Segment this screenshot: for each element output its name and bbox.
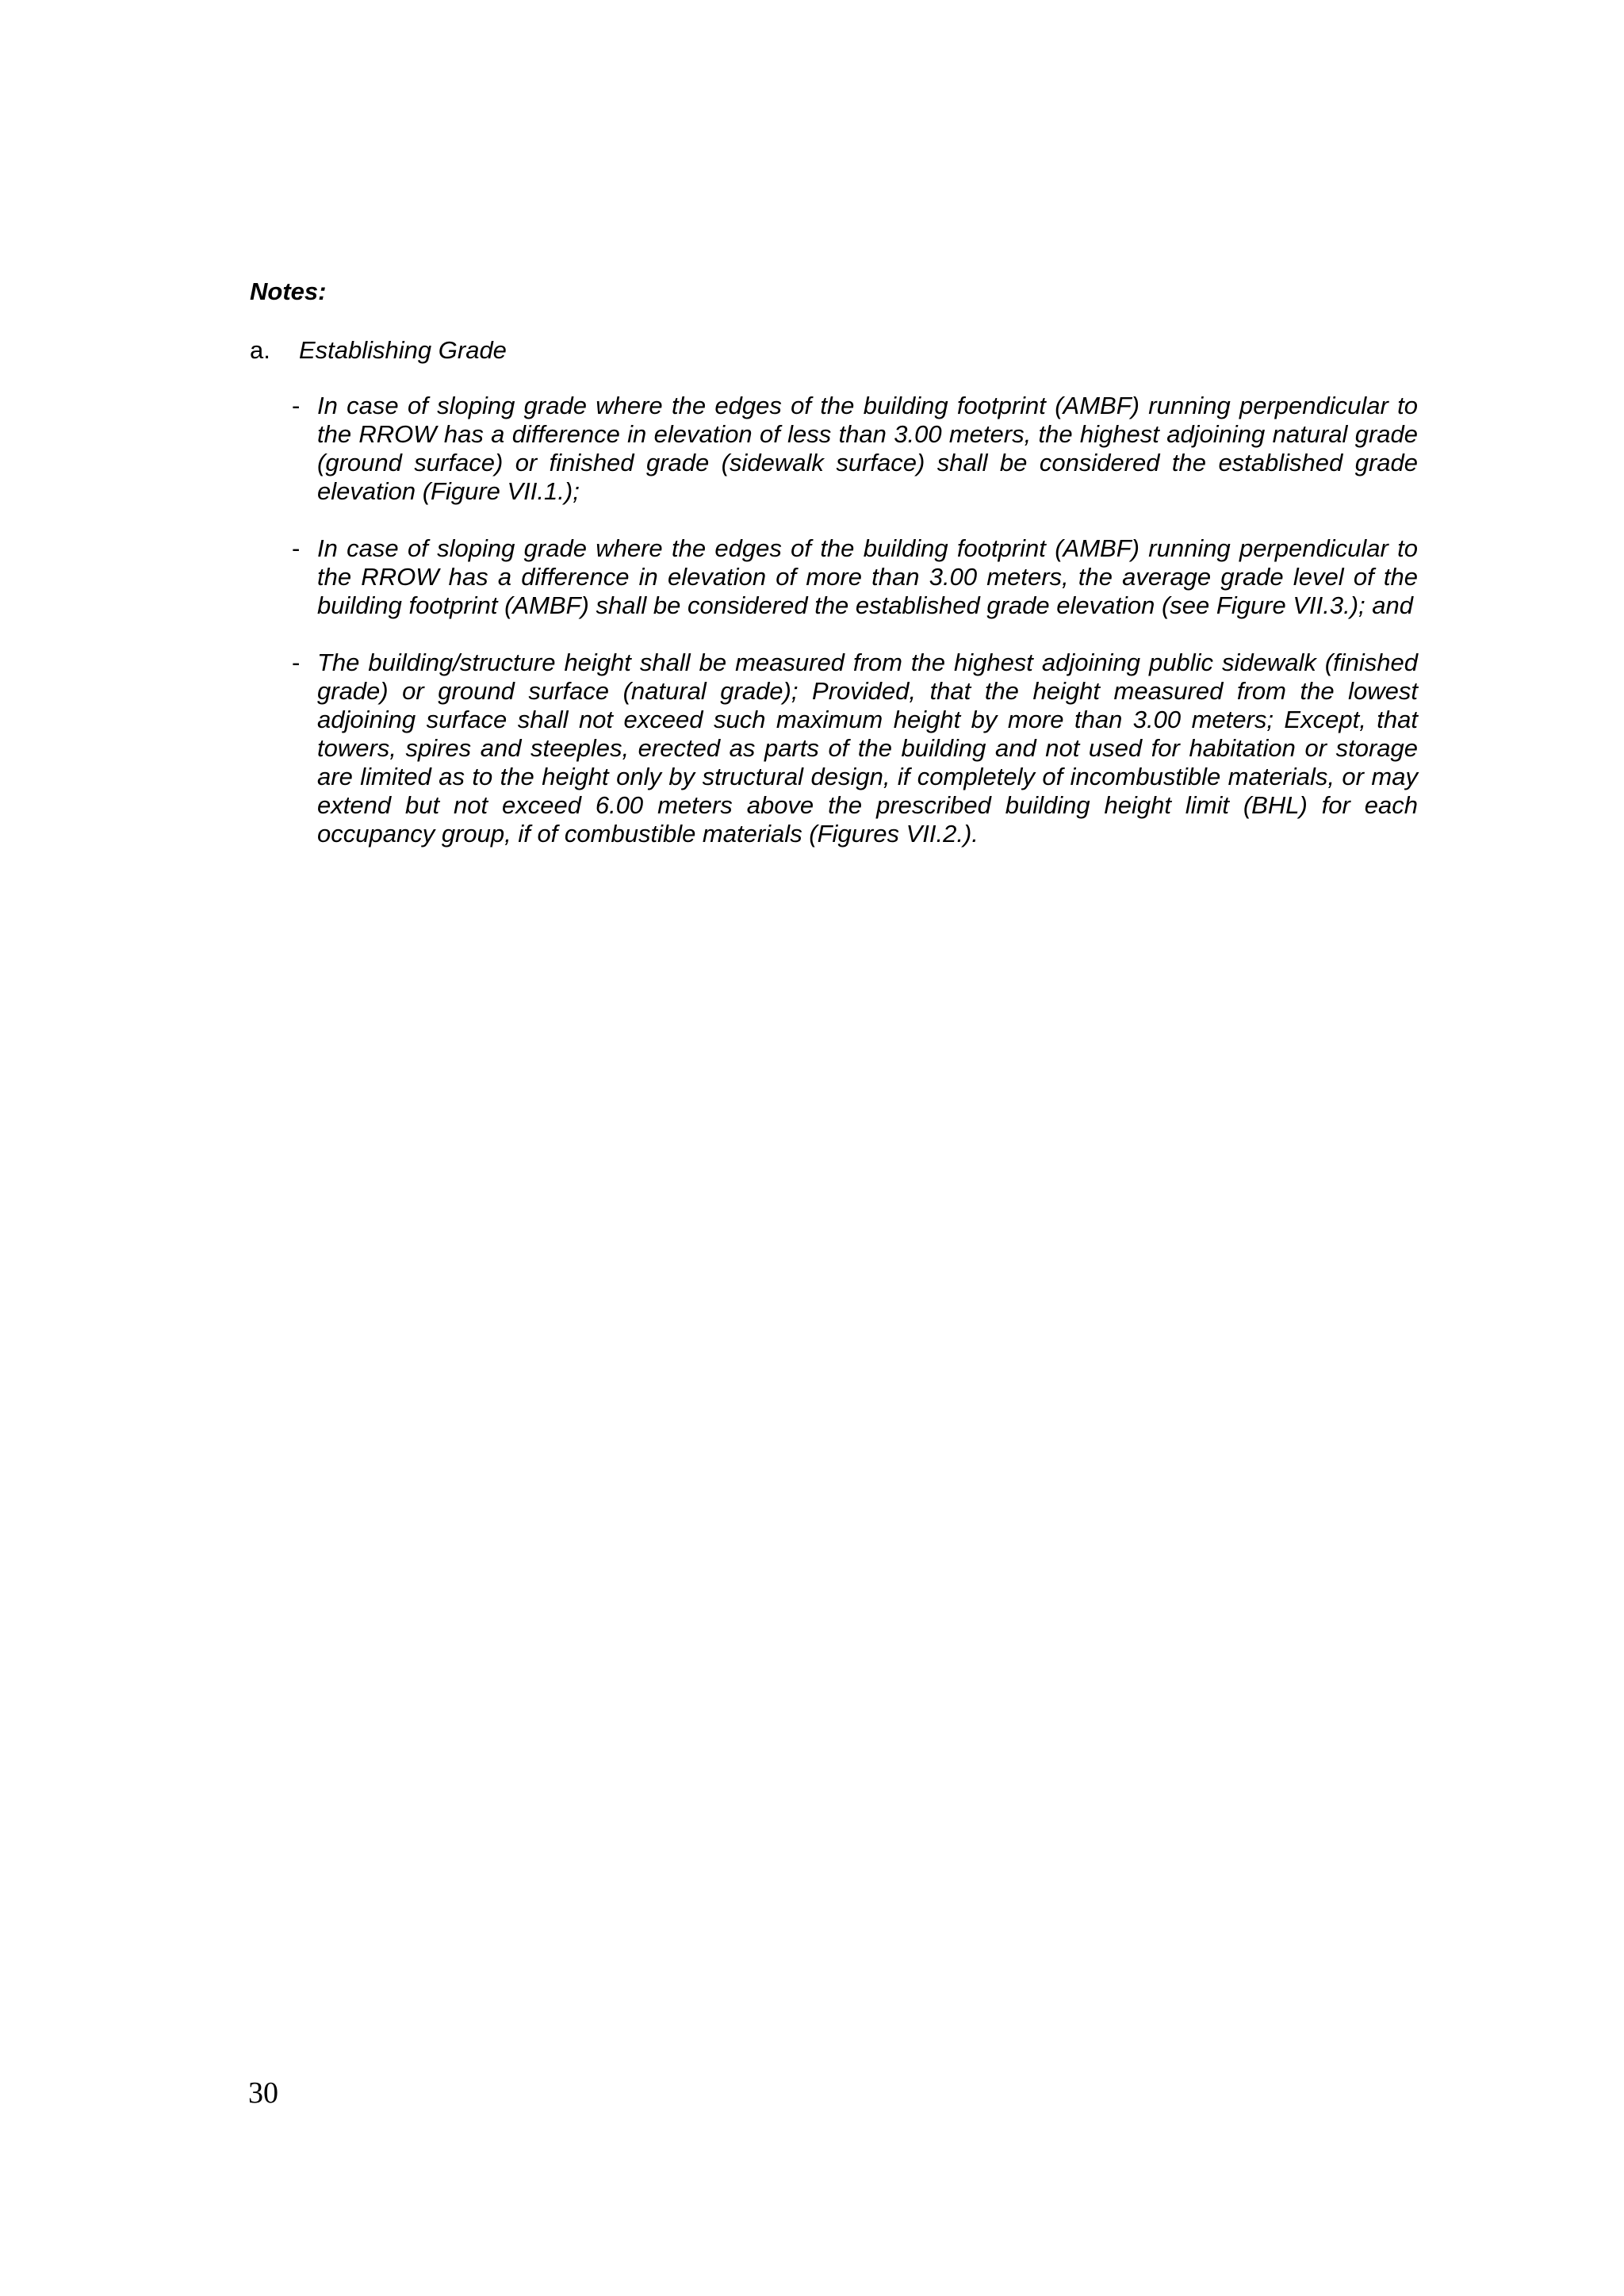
section-title: Establishing Grade xyxy=(299,336,507,364)
bullet-dash: - xyxy=(292,392,301,419)
notes-heading: Notes: xyxy=(250,277,327,305)
list-item xyxy=(292,534,1418,620)
bullet-text: The building/structure height shall be measured from the highest adjoining public sidewalk (finished grade) or ground surface (natural grade); Provided, that the height measured from the lowest adjoining surface shall not exceed such maximum height by more than 3.00 meters; Except, that towers, spires and steeples, erected as parts of the building and not used for habitation or storage are limited as to the height only by structural design, if completely of incombustible materials, or may extend but not exceed 6.00 meters above the prescribed building height limit (BHL) for each occupancy group, if of combustible materials (Figures VII.2.). xyxy=(317,649,1418,848)
notes-bullet-list xyxy=(292,392,1418,877)
list-item xyxy=(292,649,1418,848)
section-heading xyxy=(250,335,507,366)
page-number: 30 xyxy=(248,2076,278,2110)
list-item xyxy=(292,392,1418,506)
bullet-text: In case of sloping grade where the edges of the building footprint (AMBF) running perpendicular to the RROW has a difference in elevation of more than 3.00 meters, the average grade level of the building footprint (AMBF) shall be considered the established grade elevation (see Figure VII.3.); and xyxy=(317,534,1418,619)
bullet-dash: - xyxy=(292,649,301,676)
section-marker: a. xyxy=(250,336,270,364)
bullet-dash: - xyxy=(292,534,301,562)
bullet-text: In case of sloping grade where the edges of the building footprint (AMBF) running perpendicular to the RROW has a difference in elevation of less than 3.00 meters, the highest adjoining natural grade (ground surface) or finished grade (sidewalk surface) shall be considered the established grade elevation (Figure VII.1.); xyxy=(317,392,1418,505)
